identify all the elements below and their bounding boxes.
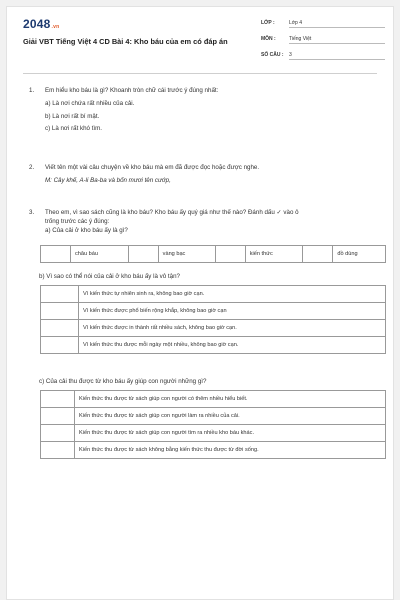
question-text: Em hiểu kho báu là gì? Khoanh tròn chữ cái trước ý đúng nhất: (45, 87, 219, 94)
checkbox[interactable] (41, 286, 79, 303)
option-label: Vì kiến thức tự nhiên sinh ra, không bao giờ cạn. (79, 286, 386, 303)
checkbox[interactable] (215, 246, 245, 263)
checkbox[interactable] (41, 246, 71, 263)
option-label: kiến thức (245, 246, 303, 263)
option-label: Kiến thức thu được từ sách giúp con người làm ra nhiều của cải. (75, 408, 386, 425)
checkbox[interactable] (41, 303, 79, 320)
question-3 (29, 209, 299, 239)
question-1 (29, 87, 218, 138)
part-b-label: b) Vì sao có thể nói của cải ở kho báu ấy là vô tận? (39, 273, 180, 280)
site-logo[interactable]: 2048.vn (23, 17, 60, 31)
checkbox[interactable] (128, 246, 158, 263)
option-label: Kiến thức thu được từ sách không bằng kiến thức thu được từ đời sống. (75, 442, 386, 459)
checkbox[interactable] (41, 425, 75, 442)
document-title: Giải VBT Tiếng Việt 4 CD Bài 4: Kho báu của em có đáp án (23, 37, 228, 46)
meta-subject: MÔN : Tiếng Việt (261, 36, 385, 44)
part-b-options (40, 285, 386, 354)
example-answer: M: Cây khế, A-li Ba-ba và bốn mươi tên cướp, (45, 176, 171, 184)
option-b[interactable]: b) Là nơi rất bí mật. (45, 112, 100, 120)
checkbox[interactable] (41, 337, 79, 354)
question-text: Viết tên một vài câu chuyện về kho báu mà em đã được đọc hoặc được nghe. (45, 164, 260, 171)
question-number: 2. (29, 164, 35, 171)
question-number: 3. (29, 209, 35, 216)
option-label: Vì kiến thức được phổ biến rộng khắp, không bao giờ cạn (79, 303, 386, 320)
part-c-options (40, 390, 386, 459)
worksheet-page (6, 6, 394, 600)
question-number: 1. (29, 87, 35, 94)
checkbox[interactable] (41, 408, 75, 425)
option-label: Kiến thức thu được từ sách giúp con người có thêm nhiều hiểu biết. (75, 391, 386, 408)
option-label: Vì kiến thức được in thành rất nhiều sách, không bao giờ cạn. (79, 320, 386, 337)
checkbox[interactable] (303, 246, 333, 263)
question-2 (29, 164, 259, 190)
meta-question-count: SỐ CÂU : 3 (261, 52, 385, 60)
part-c-label: c) Của cải thu được từ kho báu ấy giúp con người những gì? (39, 378, 207, 385)
checkbox[interactable] (41, 442, 75, 459)
question-text: Theo em, vì sao sách cũng là kho báu? Kho báu ấy quý giá như thế nào? Đánh dấu ✓ vào ô (45, 209, 299, 216)
option-label: châu báu (71, 246, 129, 263)
option-label: đồ dùng (333, 246, 386, 263)
option-label: Kiến thức thu được từ sách giúp con người tìm ra nhiều kho báu khác. (75, 425, 386, 442)
checkbox[interactable] (41, 320, 79, 337)
option-label: Vì kiến thức thu được mỗi ngày một nhiều, không bao giờ cạn. (79, 337, 386, 354)
header-divider (23, 73, 377, 74)
question-text-cont: trống trước các ý đúng: (45, 217, 110, 225)
part-a-label: a) Của cải ở kho báu ấy là gì? (45, 226, 128, 234)
option-a[interactable]: a) Là nơi chứa rất nhiều của cải. (45, 99, 135, 107)
option-label: vàng bạc (158, 246, 215, 263)
checkbox[interactable] (41, 391, 75, 408)
meta-class: LỚP : Lớp 4 (261, 20, 385, 28)
part-a-options (40, 245, 386, 263)
option-c[interactable]: c) Là nơi rất khó tìm. (45, 125, 103, 133)
